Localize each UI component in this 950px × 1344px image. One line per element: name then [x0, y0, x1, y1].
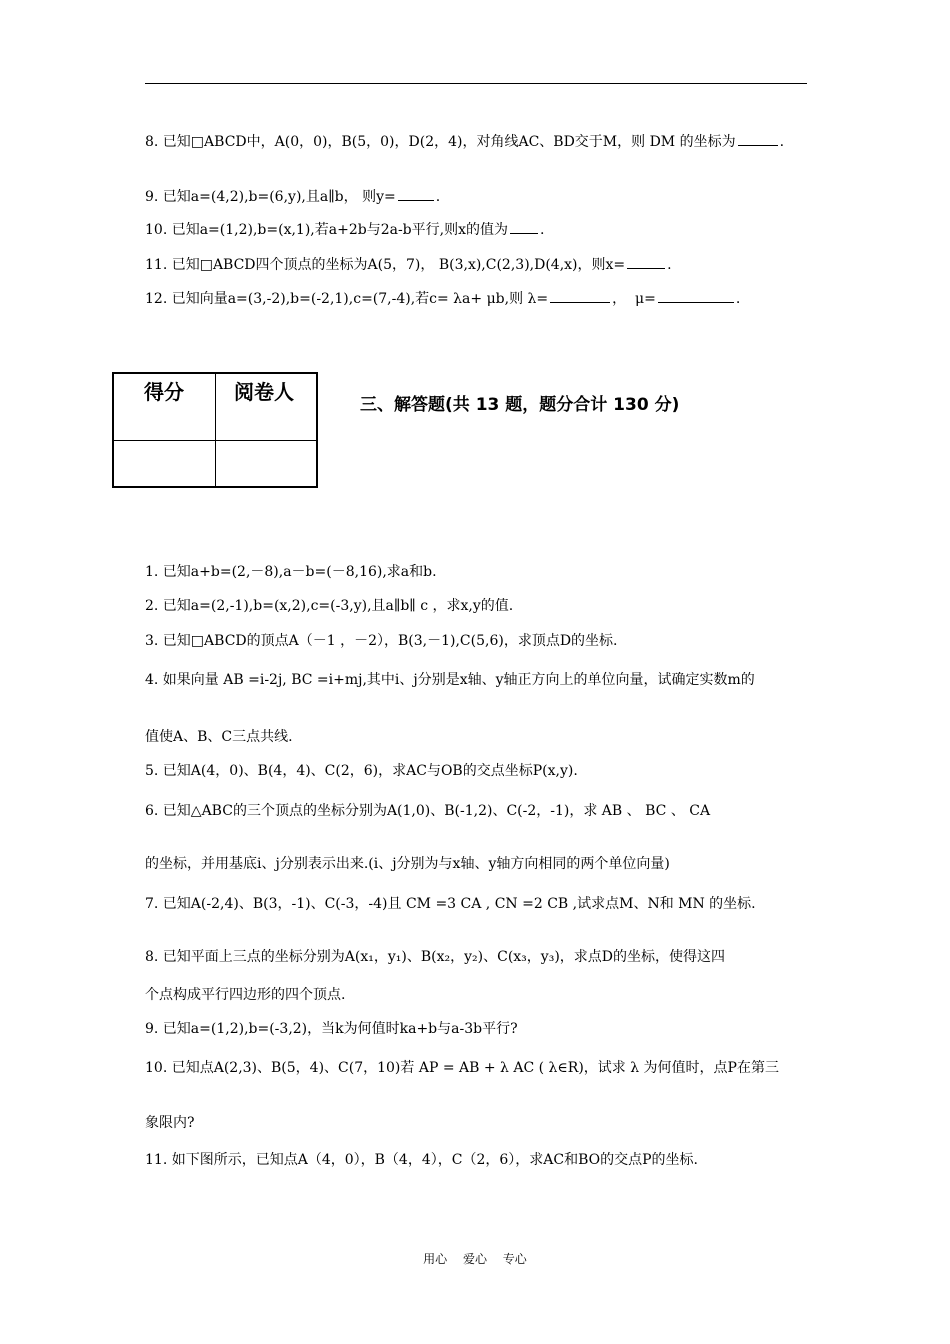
period: .: [667, 257, 672, 273]
fill-in-question-11: [145, 254, 815, 275]
problem-2: 2. 已知a=(2,-1),b=(x,2),c=(-3,y),且a∥b∥ c ，求x,y的值.: [145, 598, 514, 614]
question-text: 10. 已知a=(1,2),b=(x,1),若a+2b与2a-b平行,则x的值为: [145, 222, 508, 238]
problem-4: 4. 如果向量 AB =i-2j, BC =i+mj,其中i、j分别是x轴、y轴正方向上的单位向量，试确定实数m的: [145, 672, 755, 688]
table-divider-vertical: [215, 374, 216, 486]
problem-9: 9. 已知a=(1,2),b=(-3,2)，当k为何值时ka+b与a-3b平行?: [145, 1021, 518, 1037]
section-title: 三、解答题(共 13 题，题分合计 130 分): [360, 395, 680, 415]
problem-6-cont: 的坐标，并用基底i、j分别表示出来.(i、j分别为与x轴、y轴方向相同的两个单位向量): [145, 856, 670, 872]
fill-in-question-10: [145, 219, 815, 240]
grader-header: 阅卷人: [234, 380, 294, 404]
period: .: [540, 222, 545, 238]
fill-in-question-8: [145, 131, 815, 152]
score-table: [112, 372, 318, 488]
problem-1: 1. 已知a+b=(2,－8),a－b=(－8,16),求a和b.: [145, 564, 437, 580]
answer-blank: [738, 131, 778, 146]
period: .: [779, 134, 785, 150]
problem-10-cont: 象限内?: [145, 1115, 195, 1131]
answer-blank-mu: [658, 288, 734, 303]
period: .: [735, 291, 741, 307]
score-header: 得分: [144, 380, 184, 404]
problem-7: 7. 已知A(-2,4)、B(3，-1)、C(-3，-4)且 CM =3 CA , CN =2 CB ,试求点M、N和 MN 的坐标.: [145, 896, 756, 912]
question-text: 12. 已知向量a=(3,-2),b=(-2,1),c=(7,-4),若c= λa+ μb,则 λ=: [145, 291, 549, 307]
answer-blank-lambda: [550, 288, 610, 303]
question-text-mu: ， μ=: [612, 291, 656, 307]
problem-3: 3. 已知□ABCD的顶点A（－1 ，－2），B(3,－1),C(5,6)，求顶点D的坐标.: [145, 633, 618, 649]
problem-5: 5. 已知A(4，0)、B(4，4)、C(2，6)，求AC与OB的交点坐标P(x,y).: [145, 763, 578, 779]
fill-in-question-12: [145, 288, 815, 309]
answer-blank: [398, 186, 434, 201]
problem-6: 6. 已知△ABC的三个顶点的坐标分别为A(1,0)、B(-1,2)、C(-2，-1)，求 AB 、 BC 、 CA: [145, 803, 711, 819]
problem-11: 11. 如下图所示，已知点A（4，0），B（4，4），C（2，6），求AC和BO的交点P的坐标.: [145, 1152, 698, 1168]
page-footer: 用心 爱心 专心: [423, 1252, 527, 1266]
fill-in-question-9: [145, 186, 815, 207]
problem-10: 10. 已知点A(2,3)、B(5，4)、C(7，10)若 AP = AB + λ AC ( λ∈R)，试求 λ 为何值时，点P在第三: [145, 1060, 779, 1076]
question-text: 9. 已知a=(4,2),b=(6,y),且a∥b， 则y=: [145, 189, 396, 205]
problem-8: 8. 已知平面上三点的坐标分别为A(x₁，y₁)、B(x₂，y₂)、C(x₃，y₃)，求点D的坐标，使得这四: [145, 949, 726, 965]
period: .: [435, 189, 441, 205]
answer-blank: [510, 219, 538, 234]
header-rule: [145, 83, 807, 84]
table-divider-horizontal: [114, 440, 316, 441]
question-text: 8. 已知□ABCD中，A(0，0)，B(5，0)，D(2，4)，对角线AC、BD交于M，则 DM 的坐标为: [145, 134, 736, 150]
problem-8-cont: 个点构成平行四边形的四个顶点.: [145, 987, 346, 1003]
answer-blank: [627, 254, 665, 269]
question-text: 11. 已知□ABCD四个顶点的坐标为A(5，7)， B(3,x),C(2,3),D(4,x)，则x=: [145, 257, 626, 273]
problem-4-cont: 值使A、B、C三点共线.: [145, 729, 293, 745]
